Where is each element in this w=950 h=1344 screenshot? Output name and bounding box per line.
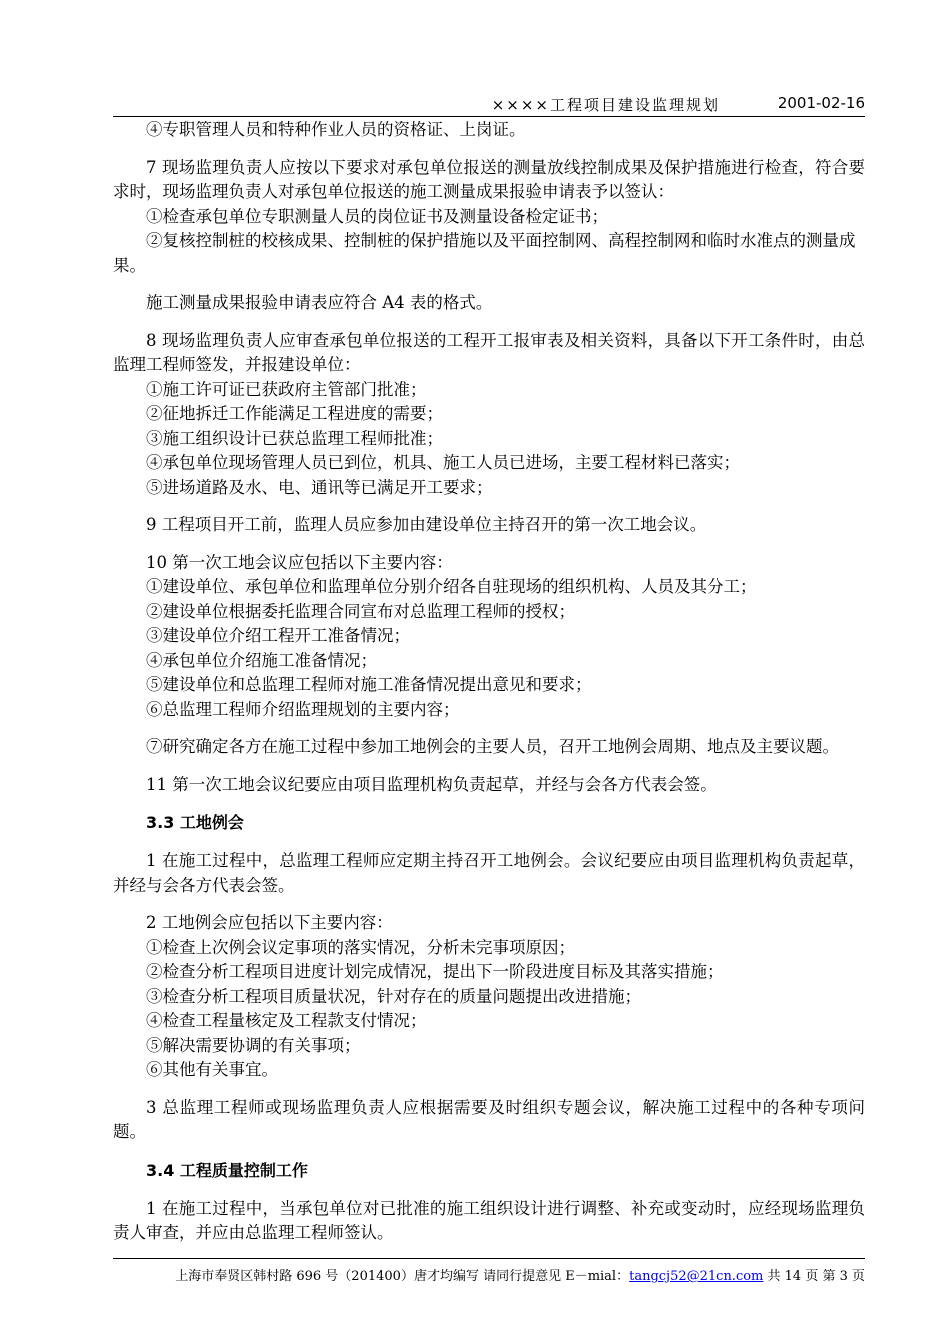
paragraph-3-3-3: 3 总监理工程师或现场监理负责人应根据需要及时组织专题会议，解决施工过程中的各种专项问题。 [113, 1097, 865, 1141]
document-body [113, 118, 865, 1246]
paragraph-11: 11 第一次工地会议纪要应由项目监理机构负责起草，并经与会各方代表会签。 [146, 774, 717, 794]
paragraph-7: 7 现场监理负责人应按以下要求对承包单位报送的测量放线控制成果及保护措施进行检查，符合要求时，现场监理负责人对承包单位报送的施工测量成果报验申请表予以签认： [113, 157, 865, 201]
section-heading-3-3: 3.3 工地例会 [146, 813, 244, 832]
list-item: ③施工组织设计已获总监理工程师批准； [146, 428, 443, 448]
list-item: ⑤进场道路及水、电、通讯等已满足开工要求； [146, 477, 493, 497]
section-heading-3-4: 3.4 工程质量控制工作 [146, 1160, 308, 1180]
footer-address: 上海市奉贤区韩村路 696 号（201400）唐才均编写 请同行提意见 E－mial： [175, 1269, 630, 1284]
list-item: ③检查分析工程项目质量状况，针对存在的质量问题提出改进措施； [146, 986, 641, 1006]
list-item: ④承包单位现场管理人员已到位，机具、施工人员已进场，主要工程材料已落实； [146, 453, 740, 472]
paragraph-10: 10 第一次工地会议应包括以下主要内容： [146, 552, 453, 572]
list-item: ②建设单位根据委托监理合同宣布对总监理工程师的授权； [146, 601, 575, 621]
page-footer [113, 1258, 865, 1284]
paragraph-8: 8 现场监理负责人应审查承包单位报送的工程开工报审表及相关资料，具备以下开工条件时，由总监理工程师签发，并报建设单位： [113, 330, 865, 374]
list-item: ①建设单位、承包单位和监理单位分别介绍各自驻现场的组织机构、人员及其分工； [146, 577, 757, 596]
header-title: ××××工程项目建设监理规划 [491, 96, 720, 114]
list-item: ⑤解决需要协调的有关事项； [146, 1035, 361, 1055]
paragraph-3-3-2: 2 工地例会应包括以下主要内容： [146, 913, 393, 932]
list-item: ④检查工程量核定及工程款支付情况； [146, 1011, 427, 1030]
list-item: ⑥总监理工程师介绍监理规划的主要内容； [146, 699, 460, 719]
footer-page-number: 共 14 页 第 3 页 [763, 1269, 865, 1284]
list-item: ④专职管理人员和特种作业人员的资格证、上岗证。 [146, 120, 526, 139]
list-item: ⑤建设单位和总监理工程师对施工准备情况提出意见和要求； [146, 675, 592, 694]
paragraph-9: 9 工程项目开工前，监理人员应参加由建设单位主持召开的第一次工地会议。 [146, 515, 707, 534]
paragraph-7-note: 施工测量成果报验申请表应符合 A4 表的格式。 [146, 293, 493, 312]
list-item: ①检查上次例会议定事项的落实情况，分析未完事项原因； [146, 937, 575, 957]
paragraph-10-item-7: ⑦研究确定各方在施工过程中参加工地例会的主要人员，召开工地例会周期、地点及主要议题。 [146, 737, 839, 756]
paragraph-3-4-1: 1 在施工过程中，当承包单位对已批准的施工组织设计进行调整、补充或变动时，应经现场监理负责人审查，并应由总监理工程师签认。 [113, 1198, 865, 1242]
list-item: ②检查分析工程项目进度计划完成情况，提出下一阶段进度目标及其落实措施； [146, 962, 724, 981]
list-item: ②复核控制桩的校核成果、控制桩的保护措施以及平面控制网、高程控制网和临时水准点的测量成果。 [113, 231, 856, 275]
page-header [113, 92, 865, 117]
footer-email-link[interactable]: tangcj52@21cn.com [629, 1269, 764, 1284]
paragraph-3-3-1: 1 在施工过程中，总监理工程师应定期主持召开工地例会。会议纪要应由项目监理机构负责起草，并经与会各方代表会签。 [113, 851, 865, 895]
list-item: ⑥其他有关事宜。 [146, 1060, 278, 1079]
list-item: ②征地拆迁工作能满足工程进度的需要； [146, 404, 443, 423]
header-date: 2001-02-16 [777, 94, 865, 112]
list-item: ①施工许可证已获政府主管部门批准； [146, 379, 427, 399]
list-item: ④承包单位介绍施工准备情况； [146, 650, 377, 670]
list-item: ①检查承包单位专职测量人员的岗位证书及测量设备检定证书； [146, 206, 608, 226]
list-item: ③建设单位介绍工程开工准备情况； [146, 626, 410, 645]
